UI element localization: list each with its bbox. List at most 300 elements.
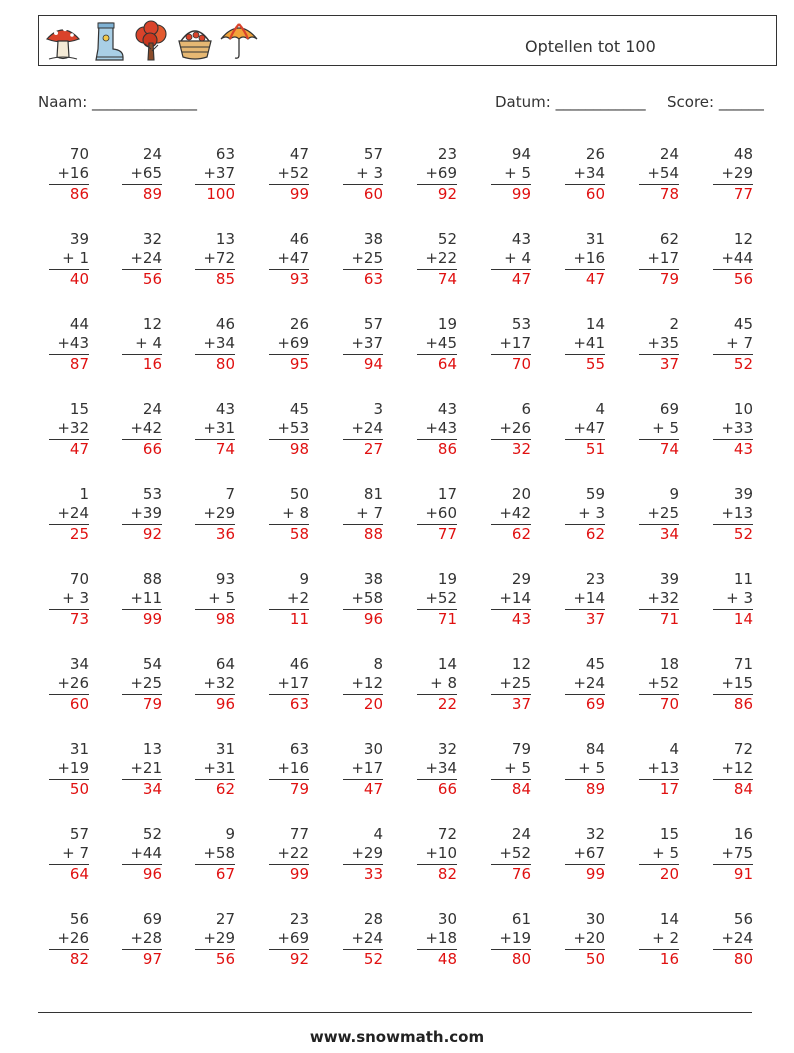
addition-problem [122, 315, 162, 373]
first-addend: 26 [585, 145, 605, 163]
answer: 36 [195, 524, 235, 543]
addition-problem [565, 485, 605, 543]
first-addend: 70 [69, 570, 89, 588]
second-addend: +35 [647, 334, 679, 352]
second-addend: +58 [203, 844, 235, 862]
addition-problem [343, 570, 383, 628]
answer: 80 [491, 949, 531, 968]
answer: 92 [122, 524, 162, 543]
answer: 89 [565, 779, 605, 798]
answer: 34 [122, 779, 162, 798]
first-addend: 9 [225, 825, 235, 843]
first-addend: 79 [511, 740, 531, 758]
first-addend: 8 [373, 655, 383, 673]
first-addend: 6 [521, 400, 531, 418]
second-addend: + 5 [208, 589, 235, 607]
first-addend: 81 [363, 485, 383, 503]
first-addend: 12 [142, 315, 162, 333]
answer: 51 [565, 439, 605, 458]
answer: 84 [491, 779, 531, 798]
addition-problem [565, 825, 605, 883]
addition-problem [565, 145, 605, 203]
addition-problem [195, 825, 235, 883]
addition-problem [195, 740, 235, 798]
answer: 47 [565, 269, 605, 288]
first-addend: 57 [69, 825, 89, 843]
first-addend: 43 [215, 400, 235, 418]
first-addend: 7 [225, 485, 235, 503]
basket-icon [175, 19, 215, 63]
first-addend: 30 [363, 740, 383, 758]
addition-problem [417, 230, 457, 288]
first-addend: 38 [363, 570, 383, 588]
addition-problem [49, 315, 89, 373]
first-addend: 64 [215, 655, 235, 673]
answer: 96 [343, 609, 383, 628]
addition-problem [269, 740, 309, 798]
second-addend: +44 [130, 844, 162, 862]
addition-problem [639, 910, 679, 968]
answer: 77 [713, 184, 753, 203]
addition-problem [269, 230, 309, 288]
addition-problem [122, 655, 162, 713]
second-addend: + 7 [726, 334, 753, 352]
answer: 86 [417, 439, 457, 458]
addition-problem [639, 145, 679, 203]
answer: 50 [565, 949, 605, 968]
first-addend: 63 [215, 145, 235, 163]
addition-problem [269, 570, 309, 628]
answer: 62 [565, 524, 605, 543]
addition-problem [269, 485, 309, 543]
first-addend: 72 [733, 740, 753, 758]
footer-site: www.snowmath.com [309, 1028, 485, 1046]
answer: 82 [49, 949, 89, 968]
second-addend: +26 [499, 419, 531, 437]
first-addend: 57 [363, 145, 383, 163]
answer: 99 [565, 864, 605, 883]
addition-problem [195, 400, 235, 458]
addition-problem [417, 655, 457, 713]
answer: 74 [639, 439, 679, 458]
answer: 96 [195, 694, 235, 713]
first-addend: 69 [142, 910, 162, 928]
second-addend: + 5 [504, 164, 531, 182]
addition-problem [49, 485, 89, 543]
first-addend: 2 [669, 315, 679, 333]
second-addend: +53 [277, 419, 309, 437]
second-addend: +52 [277, 164, 309, 182]
second-addend: +65 [130, 164, 162, 182]
first-addend: 31 [585, 230, 605, 248]
answer: 67 [195, 864, 235, 883]
first-addend: 32 [142, 230, 162, 248]
first-addend: 17 [437, 485, 457, 503]
second-addend: +31 [203, 759, 235, 777]
addition-problem [343, 230, 383, 288]
second-addend: +29 [721, 164, 753, 182]
first-addend: 4 [595, 400, 605, 418]
addition-problem [195, 570, 235, 628]
answer: 60 [49, 694, 89, 713]
second-addend: + 7 [356, 504, 383, 522]
second-addend: +32 [57, 419, 89, 437]
second-addend: +44 [721, 249, 753, 267]
answer: 74 [195, 439, 235, 458]
addition-problem [713, 485, 753, 543]
first-addend: 23 [289, 910, 309, 928]
answer: 27 [343, 439, 383, 458]
first-addend: 14 [659, 910, 679, 928]
answer: 78 [639, 184, 679, 203]
first-addend: 10 [733, 400, 753, 418]
addition-problem [49, 910, 89, 968]
addition-problem [49, 400, 89, 458]
addition-problem [49, 230, 89, 288]
addition-problem [639, 315, 679, 373]
second-addend: +52 [499, 844, 531, 862]
addition-problem [122, 825, 162, 883]
first-addend: 16 [733, 825, 753, 843]
first-addend: 48 [733, 145, 753, 163]
second-addend: +60 [425, 504, 457, 522]
second-addend: + 3 [356, 164, 383, 182]
addition-problem [269, 825, 309, 883]
second-addend: +11 [130, 589, 162, 607]
addition-problem [417, 485, 457, 543]
second-addend: +67 [573, 844, 605, 862]
answer: 20 [343, 694, 383, 713]
second-addend: +17 [499, 334, 531, 352]
first-addend: 57 [363, 315, 383, 333]
answer: 99 [269, 864, 309, 883]
addition-problem [491, 230, 531, 288]
second-addend: +19 [499, 929, 531, 947]
answer: 99 [269, 184, 309, 203]
addition-problem [417, 740, 457, 798]
second-addend: +29 [203, 504, 235, 522]
autumn-tree-icon [131, 19, 171, 63]
answer: 62 [491, 524, 531, 543]
answer: 47 [49, 439, 89, 458]
answer: 79 [269, 779, 309, 798]
first-addend: 31 [215, 740, 235, 758]
second-addend: +15 [721, 674, 753, 692]
second-addend: +42 [499, 504, 531, 522]
answer: 95 [269, 354, 309, 373]
answer: 98 [195, 609, 235, 628]
first-addend: 15 [659, 825, 679, 843]
addition-problem [713, 145, 753, 203]
answer: 63 [343, 269, 383, 288]
first-addend: 19 [437, 315, 457, 333]
addition-problem [639, 400, 679, 458]
answer: 100 [195, 184, 235, 203]
second-addend: +54 [647, 164, 679, 182]
first-addend: 53 [511, 315, 531, 333]
first-addend: 46 [289, 655, 309, 673]
rain-boot-icon [87, 19, 127, 63]
first-addend: 1 [79, 485, 89, 503]
first-addend: 39 [69, 230, 89, 248]
header-box [38, 15, 777, 66]
second-addend: +12 [721, 759, 753, 777]
addition-problem [639, 740, 679, 798]
second-addend: +16 [573, 249, 605, 267]
answer: 71 [639, 609, 679, 628]
second-addend: +52 [647, 674, 679, 692]
addition-problem [343, 400, 383, 458]
answer: 80 [195, 354, 235, 373]
addition-problem [122, 485, 162, 543]
second-addend: + 8 [430, 674, 457, 692]
second-addend: +29 [203, 929, 235, 947]
second-addend: + 4 [504, 249, 531, 267]
answer: 58 [269, 524, 309, 543]
second-addend: + 5 [578, 759, 605, 777]
second-addend: +25 [130, 674, 162, 692]
first-addend: 70 [69, 145, 89, 163]
addition-problem [713, 570, 753, 628]
answer: 25 [49, 524, 89, 543]
answer: 70 [491, 354, 531, 373]
first-addend: 71 [733, 655, 753, 673]
answer: 48 [417, 949, 457, 968]
addition-problem [269, 910, 309, 968]
second-addend: +37 [203, 164, 235, 182]
addition-problem [565, 570, 605, 628]
second-addend: + 3 [578, 504, 605, 522]
first-addend: 23 [437, 145, 457, 163]
first-addend: 9 [669, 485, 679, 503]
addition-problem [713, 655, 753, 713]
first-addend: 9 [299, 570, 309, 588]
addition-problem [49, 825, 89, 883]
second-addend: +24 [573, 674, 605, 692]
first-addend: 30 [437, 910, 457, 928]
answer: 47 [491, 269, 531, 288]
addition-problem [343, 910, 383, 968]
answer: 37 [491, 694, 531, 713]
second-addend: +52 [425, 589, 457, 607]
first-addend: 43 [511, 230, 531, 248]
addition-problem [639, 485, 679, 543]
answer: 88 [343, 524, 383, 543]
answer: 74 [417, 269, 457, 288]
second-addend: + 4 [135, 334, 162, 352]
first-addend: 54 [142, 655, 162, 673]
answer: 52 [713, 354, 753, 373]
second-addend: +24 [57, 504, 89, 522]
addition-problem [417, 570, 457, 628]
answer: 84 [713, 779, 753, 798]
second-addend: +43 [425, 419, 457, 437]
answer: 56 [122, 269, 162, 288]
addition-problem [195, 145, 235, 203]
first-addend: 45 [733, 315, 753, 333]
first-addend: 46 [215, 315, 235, 333]
answer: 52 [343, 949, 383, 968]
addition-problem [639, 230, 679, 288]
addition-problem [491, 485, 531, 543]
second-addend: +32 [647, 589, 679, 607]
answer: 87 [49, 354, 89, 373]
addition-problem [417, 145, 457, 203]
first-addend: 44 [69, 315, 89, 333]
answer: 63 [269, 694, 309, 713]
second-addend: +26 [57, 929, 89, 947]
first-addend: 24 [142, 145, 162, 163]
second-addend: + 3 [726, 589, 753, 607]
second-addend: +16 [57, 164, 89, 182]
addition-problem [195, 655, 235, 713]
second-addend: +75 [721, 844, 753, 862]
first-addend: 72 [437, 825, 457, 843]
answer: 77 [417, 524, 457, 543]
second-addend: +17 [351, 759, 383, 777]
answer: 99 [491, 184, 531, 203]
addition-problem [49, 740, 89, 798]
addition-problem [122, 145, 162, 203]
answer: 86 [49, 184, 89, 203]
first-addend: 13 [142, 740, 162, 758]
addition-problem [49, 655, 89, 713]
addition-problem [713, 315, 753, 373]
answer: 66 [122, 439, 162, 458]
addition-problem [565, 910, 605, 968]
first-addend: 52 [437, 230, 457, 248]
footer-divider [38, 1012, 752, 1013]
first-addend: 30 [585, 910, 605, 928]
first-addend: 45 [585, 655, 605, 673]
second-addend: + 2 [652, 929, 679, 947]
second-addend: +31 [203, 419, 235, 437]
answer: 20 [639, 864, 679, 883]
first-addend: 50 [289, 485, 309, 503]
second-addend: +14 [573, 589, 605, 607]
first-addend: 69 [659, 400, 679, 418]
answer: 62 [195, 779, 235, 798]
first-addend: 13 [215, 230, 235, 248]
first-addend: 31 [69, 740, 89, 758]
first-addend: 11 [733, 570, 753, 588]
first-addend: 63 [289, 740, 309, 758]
answer: 92 [269, 949, 309, 968]
second-addend: + 5 [652, 844, 679, 862]
addition-problem [195, 485, 235, 543]
first-addend: 23 [585, 570, 605, 588]
answer: 14 [713, 609, 753, 628]
first-addend: 53 [142, 485, 162, 503]
answer: 98 [269, 439, 309, 458]
second-addend: +13 [647, 759, 679, 777]
answer: 56 [195, 949, 235, 968]
answer: 37 [565, 609, 605, 628]
first-addend: 12 [511, 655, 531, 673]
first-addend: 28 [363, 910, 383, 928]
answer: 93 [269, 269, 309, 288]
first-addend: 34 [69, 655, 89, 673]
second-addend: +69 [277, 929, 309, 947]
addition-problem [343, 825, 383, 883]
answer: 66 [417, 779, 457, 798]
second-addend: +25 [351, 249, 383, 267]
answer: 91 [713, 864, 753, 883]
first-addend: 20 [511, 485, 531, 503]
addition-problem [343, 740, 383, 798]
second-addend: +17 [277, 674, 309, 692]
first-addend: 46 [289, 230, 309, 248]
answer: 96 [122, 864, 162, 883]
answer: 16 [639, 949, 679, 968]
answer: 37 [639, 354, 679, 373]
addition-problem [491, 655, 531, 713]
addition-problem [343, 485, 383, 543]
first-addend: 15 [69, 400, 89, 418]
answer: 47 [343, 779, 383, 798]
worksheet-title: Optellen tot 100 [525, 37, 656, 56]
answer: 89 [122, 184, 162, 203]
second-addend: +22 [277, 844, 309, 862]
first-addend: 4 [373, 825, 383, 843]
first-addend: 24 [659, 145, 679, 163]
mushroom-icon [43, 19, 83, 63]
first-addend: 84 [585, 740, 605, 758]
addition-problem [713, 825, 753, 883]
answer: 16 [122, 354, 162, 373]
answer: 82 [417, 864, 457, 883]
answer: 60 [565, 184, 605, 203]
answer: 34 [639, 524, 679, 543]
addition-problem [49, 145, 89, 203]
date-field: Datum: ____________ [495, 93, 646, 111]
addition-problem [565, 230, 605, 288]
answer: 43 [713, 439, 753, 458]
addition-problem [565, 315, 605, 373]
addition-problem [491, 740, 531, 798]
addition-problem [565, 655, 605, 713]
second-addend: +2 [286, 589, 309, 607]
answer: 79 [639, 269, 679, 288]
answer: 52 [713, 524, 753, 543]
second-addend: +33 [721, 419, 753, 437]
addition-problem [122, 570, 162, 628]
second-addend: + 8 [282, 504, 309, 522]
second-addend: +34 [425, 759, 457, 777]
second-addend: +21 [130, 759, 162, 777]
first-addend: 38 [363, 230, 383, 248]
second-addend: +37 [351, 334, 383, 352]
answer: 32 [491, 439, 531, 458]
second-addend: +24 [351, 929, 383, 947]
addition-problem [491, 825, 531, 883]
first-addend: 62 [659, 230, 679, 248]
answer: 55 [565, 354, 605, 373]
answer: 22 [417, 694, 457, 713]
score-field: Score: ______ [667, 93, 764, 111]
second-addend: +47 [277, 249, 309, 267]
answer: 76 [491, 864, 531, 883]
answer: 64 [417, 354, 457, 373]
first-addend: 4 [669, 740, 679, 758]
second-addend: +69 [425, 164, 457, 182]
addition-problem [49, 570, 89, 628]
second-addend: + 5 [504, 759, 531, 777]
second-addend: + 5 [652, 419, 679, 437]
second-addend: +47 [573, 419, 605, 437]
answer: 11 [269, 609, 309, 628]
answer: 92 [417, 184, 457, 203]
